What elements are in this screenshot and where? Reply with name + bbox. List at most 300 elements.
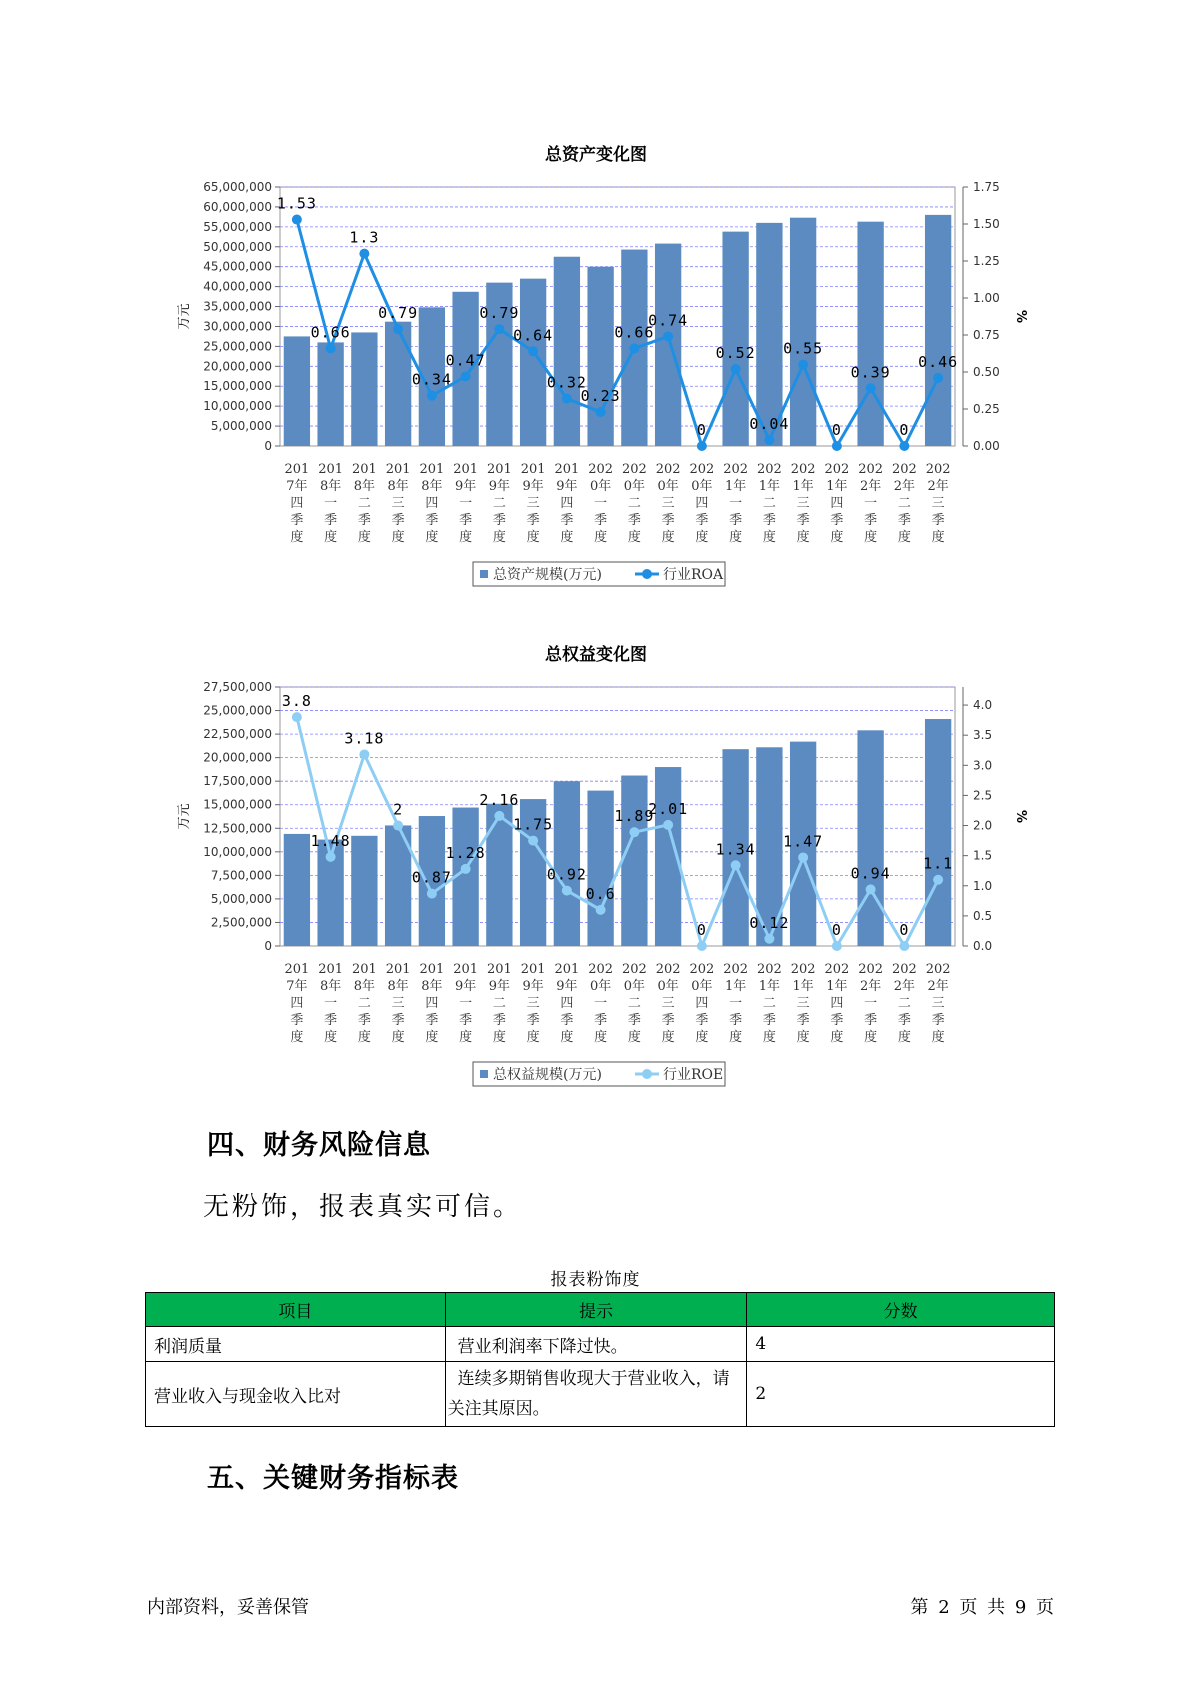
line-point	[899, 441, 909, 451]
x-tick-label: 三	[796, 996, 810, 1011]
y2-tick-label: 1.25	[973, 254, 1000, 268]
x-tick-label: 季	[290, 1013, 304, 1028]
y-tick-label: 15,000,000	[203, 797, 272, 812]
line-point	[461, 371, 471, 381]
x-tick-label: 度	[459, 530, 473, 545]
x-tick-label: 度	[661, 1030, 675, 1045]
x-tick-label: 度	[391, 530, 405, 545]
line-point	[292, 712, 302, 722]
x-tick-label: 202	[824, 462, 850, 477]
data-label: 1.28	[445, 843, 486, 862]
table-row	[146, 1362, 1055, 1427]
line-point	[832, 941, 842, 951]
x-tick-label: 201	[554, 962, 580, 977]
x-tick-label: 四	[425, 996, 439, 1011]
x-tick-label: 0年	[657, 479, 679, 494]
line-point	[798, 852, 808, 862]
y2-tick-label: 1.50	[973, 217, 1000, 231]
data-label: 0	[696, 921, 707, 939]
data-label: 0.64	[513, 326, 554, 345]
x-tick-label: 二	[492, 496, 506, 511]
x-tick-label: 1年	[724, 479, 747, 494]
table-header-cell: 提示	[445, 1293, 747, 1327]
x-tick-label: 9年	[454, 479, 477, 494]
x-tick-label: 季	[796, 513, 810, 528]
x-tick-label: 三	[931, 996, 945, 1011]
data-label: 0.55	[783, 339, 824, 358]
y-tick-label: 45,000,000	[203, 259, 272, 274]
line-point	[663, 331, 673, 341]
x-tick-label: 201	[318, 462, 344, 477]
x-tick-label: 0年	[589, 979, 612, 994]
x-tick-label: 二	[762, 996, 776, 1011]
bar	[587, 267, 613, 446]
x-tick-label: 9年	[556, 979, 578, 994]
x-tick-label: 一	[324, 996, 338, 1011]
y2-axis-label: %	[1013, 809, 1028, 824]
y-tick-label: 40,000,000	[203, 279, 272, 294]
line-point	[731, 860, 741, 870]
x-tick-label: 二	[357, 996, 371, 1011]
x-tick-label: 度	[864, 530, 878, 545]
x-tick-label: 四	[830, 996, 844, 1011]
bar	[857, 222, 883, 446]
x-tick-label: 202	[891, 962, 917, 977]
x-tick-label: 201	[453, 962, 479, 977]
x-tick-label: 2年	[893, 479, 916, 494]
x-tick-label: 度	[357, 1030, 371, 1045]
x-tick-label: 季	[830, 1013, 844, 1028]
line-point	[427, 889, 437, 899]
x-tick-label: 201	[453, 462, 479, 477]
line-point	[393, 324, 403, 334]
y2-tick-label: 0.75	[973, 328, 1000, 342]
bar	[554, 257, 580, 446]
x-tick-label: 8年	[319, 979, 342, 994]
line-point	[933, 373, 943, 383]
x-tick-label: 季	[627, 513, 641, 528]
x-tick-label: 度	[695, 530, 709, 545]
x-tick-label: 1年	[724, 979, 747, 994]
x-tick-label: 9年	[522, 979, 544, 994]
x-tick-label: 四	[425, 496, 439, 511]
x-tick-label: 0年	[657, 979, 679, 994]
y-tick-label: 50,000,000	[203, 239, 272, 254]
data-label: 0.66	[614, 323, 655, 342]
x-tick-label: 度	[391, 1030, 405, 1045]
table-cell-score: 2	[747, 1362, 1055, 1427]
x-tick-label: 9年	[556, 479, 578, 494]
data-label: 1.3	[349, 228, 380, 247]
line-point	[596, 407, 606, 417]
y2-tick-label: 1.5	[973, 848, 993, 863]
x-tick-label: 季	[661, 513, 675, 528]
y2-tick-label: 1.0	[973, 878, 993, 893]
data-label: 0.79	[479, 304, 520, 323]
window-dressing-table	[145, 1292, 1055, 1427]
x-tick-label: 季	[560, 1013, 574, 1028]
x-tick-label: 一	[594, 496, 608, 511]
x-tick-label: 四	[695, 996, 709, 1011]
data-label: 0.87	[411, 868, 452, 887]
x-tick-label: 8年	[387, 479, 409, 494]
x-tick-label: 2年	[859, 979, 882, 994]
x-tick-label: 季	[830, 513, 844, 528]
line-point	[528, 346, 538, 356]
x-tick-label: 二	[492, 996, 506, 1011]
line-point	[899, 941, 909, 951]
x-tick-label: 0年	[589, 479, 612, 494]
x-tick-label: 202	[655, 462, 681, 477]
line-point	[697, 441, 707, 451]
x-tick-label: 202	[891, 462, 917, 477]
line-point	[427, 391, 437, 401]
x-tick-label: 2年	[927, 479, 949, 494]
data-label: 0.52	[715, 344, 756, 363]
y2-tick-label: 0.00	[973, 439, 1000, 453]
y-tick-label: 22,500,000	[203, 727, 272, 742]
table-cell-hint: 营业利润率下降过快。	[445, 1327, 747, 1362]
line-point	[528, 836, 538, 846]
x-tick-label: 度	[796, 1030, 810, 1045]
x-tick-label: 度	[324, 530, 338, 545]
y-tick-label: 5,000,000	[210, 419, 272, 434]
x-tick-label: 度	[897, 530, 911, 545]
data-label: 0.94	[850, 864, 891, 883]
data-label: 0	[831, 921, 842, 939]
x-tick-label: 202	[588, 962, 614, 977]
x-tick-label: 度	[425, 530, 439, 545]
line-point	[494, 324, 504, 334]
x-tick-label: 1年	[826, 479, 848, 494]
data-label: 2	[393, 800, 404, 819]
x-tick-label: 202	[689, 462, 715, 477]
data-label: 1.75	[513, 815, 554, 834]
x-tick-label: 度	[492, 1030, 506, 1045]
line-point	[562, 394, 572, 404]
x-tick-label: 2年	[893, 979, 916, 994]
x-tick-label: 度	[661, 530, 675, 545]
line-point	[562, 886, 572, 896]
x-tick-label: 季	[357, 1013, 371, 1028]
data-label: 1.53	[276, 194, 317, 213]
line-point	[494, 811, 504, 821]
line-point	[764, 934, 774, 944]
x-tick-label: 四	[290, 996, 304, 1011]
y2-tick-label: 4.0	[973, 698, 993, 713]
x-tick-label: 201	[486, 962, 512, 977]
line-point	[292, 215, 302, 225]
line-point	[359, 749, 369, 759]
data-label: 0.32	[546, 373, 587, 392]
bar	[587, 791, 613, 946]
line-point	[764, 435, 774, 445]
x-tick-label: 202	[689, 962, 715, 977]
line-point	[326, 343, 336, 353]
x-tick-label: 一	[864, 996, 878, 1011]
x-tick-label: 度	[931, 1030, 945, 1045]
table-cell-hint: 连续多期销售收现大于营业收入，请关注其原因。	[445, 1362, 747, 1427]
x-tick-label: 1年	[792, 979, 814, 994]
line-point	[461, 864, 471, 874]
data-label: 0.92	[546, 865, 587, 884]
x-tick-label: 202	[790, 962, 816, 977]
x-tick-label: 季	[357, 513, 371, 528]
x-tick-label: 季	[762, 513, 776, 528]
x-tick-label: 度	[560, 530, 574, 545]
bar	[486, 804, 512, 946]
x-tick-label: 201	[385, 962, 411, 977]
table-cell-item: 营业收入与现金收入比对	[146, 1362, 446, 1427]
data-label: 0.66	[310, 323, 351, 342]
x-tick-label: 三	[661, 996, 675, 1011]
y2-tick-label: 0.0	[973, 939, 993, 953]
footer-page-number: 第 2 页 共 9 页	[910, 1597, 1054, 1618]
x-tick-label: 度	[897, 1030, 911, 1045]
data-label: 3.8	[281, 692, 312, 711]
x-tick-label: 度	[357, 530, 371, 545]
x-tick-label: 季	[897, 513, 911, 528]
data-label: 0	[899, 921, 910, 939]
data-label: 2.16	[479, 790, 520, 809]
y-tick-label: 55,000,000	[203, 219, 272, 234]
x-tick-label: 度	[425, 1030, 439, 1045]
data-label: 0.04	[749, 415, 790, 434]
legend-line-label: 行业ROE	[663, 1067, 724, 1083]
total-assets-chart-svg	[0, 130, 1191, 600]
x-tick-label: 9年	[488, 479, 511, 494]
x-tick-label: 度	[324, 1030, 338, 1045]
y-tick-label: 7,500,000	[210, 868, 272, 883]
x-tick-label: 二	[762, 496, 776, 511]
bar	[351, 332, 377, 446]
x-tick-label: 201	[385, 462, 411, 477]
y2-tick-label: 0.50	[973, 365, 1000, 379]
x-tick-label: 三	[391, 496, 405, 511]
y2-tick-label: 1.00	[973, 291, 1000, 305]
y-axis-label: 万元	[177, 803, 192, 830]
x-tick-label: 度	[492, 530, 506, 545]
x-tick-label: 2年	[927, 979, 949, 994]
line-point	[596, 905, 606, 915]
y2-tick-label: 3.0	[973, 758, 993, 773]
x-tick-label: 0年	[623, 479, 646, 494]
x-tick-label: 202	[756, 962, 782, 977]
x-tick-label: 度	[729, 530, 743, 545]
legend-bar-label: 总资产规模(万元)	[493, 567, 602, 583]
x-tick-label: 度	[459, 1030, 473, 1045]
x-tick-label: 季	[729, 513, 743, 528]
x-tick-label: 202	[588, 462, 614, 477]
line-point	[866, 383, 876, 393]
x-tick-label: 202	[756, 462, 782, 477]
x-tick-label: 季	[459, 1013, 473, 1028]
legend-bar-swatch	[480, 1070, 488, 1078]
data-label: 0.12	[749, 913, 790, 932]
data-label: 0.74	[648, 311, 689, 330]
x-tick-label: 7年	[286, 479, 308, 494]
data-label: 0	[696, 421, 707, 439]
x-tick-label: 8年	[353, 479, 376, 494]
y2-tick-label: 2.0	[973, 818, 993, 833]
bar	[655, 244, 681, 446]
bar	[284, 336, 310, 446]
x-tick-label: 201	[520, 962, 546, 977]
x-tick-label: 三	[526, 496, 540, 511]
x-tick-label: 202	[621, 462, 647, 477]
bar	[722, 232, 748, 446]
x-tick-label: 季	[864, 513, 878, 528]
y-tick-label: 12,500,000	[203, 821, 272, 836]
x-tick-label: 201	[554, 462, 580, 477]
x-tick-label: 度	[290, 530, 304, 545]
y2-axis-label: %	[1013, 309, 1028, 324]
x-tick-label: 三	[931, 496, 945, 511]
legend-bar-label: 总权益规模(万元)	[493, 1067, 602, 1083]
x-tick-label: 8年	[319, 479, 342, 494]
data-label: 0	[899, 421, 910, 439]
data-label: 1.1	[923, 854, 954, 873]
x-tick-label: 1年	[792, 479, 814, 494]
x-tick-label: 季	[526, 513, 540, 528]
x-tick-label: 201	[351, 462, 377, 477]
y-tick-label: 25,000,000	[203, 703, 272, 718]
x-tick-label: 一	[864, 496, 878, 511]
y2-tick-label: 3.5	[973, 728, 993, 743]
section-5-title: 五、关键财务指标表	[207, 1463, 459, 1494]
x-tick-label: 202	[790, 462, 816, 477]
x-tick-label: 季	[729, 1013, 743, 1028]
y-tick-label: 15,000,000	[203, 379, 272, 394]
data-label: 0	[831, 421, 842, 439]
x-tick-label: 三	[661, 496, 675, 511]
x-tick-label: 度	[931, 530, 945, 545]
line-point	[697, 941, 707, 951]
table-header-row	[146, 1293, 1055, 1327]
x-tick-label: 8年	[421, 979, 443, 994]
line-point	[731, 364, 741, 374]
y-tick-label: 27,500,000	[203, 680, 272, 694]
x-tick-label: 一	[729, 496, 743, 511]
data-label: 0.34	[411, 370, 452, 389]
x-tick-label: 9年	[454, 979, 477, 994]
x-tick-label: 季	[324, 513, 338, 528]
x-tick-label: 一	[459, 996, 473, 1011]
bar	[790, 218, 816, 446]
x-tick-label: 季	[560, 513, 574, 528]
x-tick-label: 9年	[488, 979, 511, 994]
table-cell-item: 利润质量	[146, 1327, 446, 1362]
y-tick-label: 2,500,000	[210, 915, 272, 930]
x-tick-label: 2年	[859, 479, 882, 494]
x-tick-label: 季	[391, 1013, 405, 1028]
x-tick-label: 1年	[826, 979, 848, 994]
x-tick-label: 9年	[522, 479, 544, 494]
x-tick-label: 度	[627, 530, 641, 545]
x-tick-label: 季	[425, 1013, 439, 1028]
data-label: 0.23	[580, 386, 621, 405]
x-tick-label: 一	[729, 996, 743, 1011]
legend-line-label: 行业ROA	[663, 567, 724, 583]
x-tick-label: 季	[425, 513, 439, 528]
x-tick-label: 四	[830, 496, 844, 511]
y-tick-label: 30,000,000	[203, 319, 272, 334]
x-tick-label: 季	[695, 1013, 709, 1028]
total-assets-chart	[0, 130, 1191, 600]
x-tick-label: 201	[284, 962, 310, 977]
x-tick-label: 201	[419, 462, 445, 477]
x-tick-label: 一	[594, 996, 608, 1011]
line-point	[629, 827, 639, 837]
bar	[857, 730, 883, 946]
x-tick-label: 季	[931, 513, 945, 528]
y-tick-label: 0	[264, 439, 272, 453]
data-label: 2.01	[648, 799, 689, 818]
x-tick-label: 度	[830, 1030, 844, 1045]
chart-title: 总资产变化图	[545, 145, 647, 165]
bar	[317, 342, 343, 446]
section-4-text: 无粉饰，报表真实可信。	[203, 1192, 523, 1222]
x-tick-label: 0年	[691, 479, 713, 494]
x-tick-label: 202	[723, 462, 749, 477]
x-tick-label: 202	[858, 462, 884, 477]
x-tick-label: 季	[526, 1013, 540, 1028]
line-point	[393, 821, 403, 831]
y-tick-label: 20,000,000	[203, 750, 272, 765]
line-point	[359, 249, 369, 259]
y-tick-label: 65,000,000	[203, 180, 272, 194]
bar	[351, 836, 377, 946]
x-tick-label: 8年	[353, 979, 376, 994]
y-tick-label: 20,000,000	[203, 359, 272, 374]
x-tick-label: 四	[290, 496, 304, 511]
y-tick-label: 35,000,000	[203, 299, 272, 314]
x-tick-label: 度	[627, 1030, 641, 1045]
data-label: 0.79	[378, 304, 419, 323]
y2-tick-label: 2.5	[973, 788, 993, 803]
x-tick-label: 二	[627, 996, 641, 1011]
y-tick-label: 0	[264, 939, 272, 953]
section-4-title: 四、财务风险信息	[207, 1130, 431, 1161]
x-tick-label: 1年	[758, 979, 781, 994]
x-tick-label: 季	[762, 1013, 776, 1028]
bar	[385, 322, 411, 446]
x-tick-label: 0年	[623, 979, 646, 994]
line-point	[663, 820, 673, 830]
x-tick-label: 季	[796, 1013, 810, 1028]
line-point	[326, 852, 336, 862]
x-tick-label: 一	[324, 496, 338, 511]
data-label: 1.48	[310, 831, 351, 850]
data-label: 0.47	[445, 351, 486, 370]
y-tick-label: 60,000,000	[203, 199, 272, 214]
bar	[925, 215, 951, 446]
x-tick-label: 202	[925, 462, 951, 477]
chart-title: 总权益变化图	[545, 645, 647, 665]
x-tick-label: 一	[459, 496, 473, 511]
table-header-cell: 分数	[747, 1293, 1055, 1327]
x-tick-label: 度	[864, 1030, 878, 1045]
table-header-cell: 项目	[146, 1293, 446, 1327]
total-equity-chart-svg	[0, 630, 1191, 1100]
x-tick-label: 度	[526, 530, 540, 545]
data-label: 1.89	[614, 807, 655, 826]
y2-tick-label: 0.5	[973, 908, 993, 923]
x-tick-label: 三	[796, 496, 810, 511]
line-point	[933, 875, 943, 885]
x-tick-label: 度	[830, 530, 844, 545]
y-tick-label: 10,000,000	[203, 399, 272, 414]
